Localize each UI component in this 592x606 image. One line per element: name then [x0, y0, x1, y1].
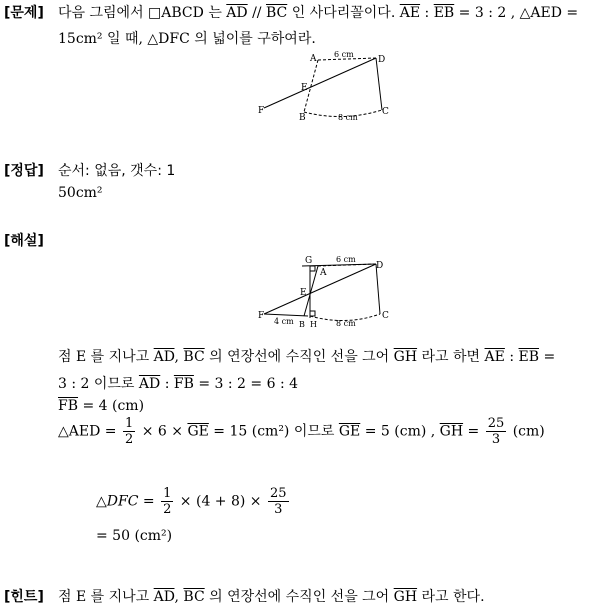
- label-c: C: [382, 107, 389, 117]
- calc-line-2: = 50 (cm²): [96, 528, 173, 544]
- label-f: F: [258, 106, 265, 116]
- calc-line-1: △DFC = $\frac{1}{2}$ × (4 + 8) × $\frac{25}{3}$: [96, 486, 287, 517]
- explanation-label: [해설]: [4, 233, 44, 249]
- answer-line-1: 순서: 없음, 갯수: 1: [58, 163, 176, 179]
- fig2-length-fb: 4 cm: [274, 317, 294, 326]
- label-a: A: [310, 54, 317, 64]
- fig2-label-a: A: [320, 268, 327, 278]
- fig2-label-c: C: [382, 311, 389, 321]
- fig2-length-top: 6 cm: [336, 255, 356, 264]
- explanation-line-3: $\overline{FB} = 4$ (cm): [58, 398, 145, 414]
- hint-line: 점 E 를 지나고 $\overline{AD}$, $\overline{BC}$ 의 연장선에 수직인 선을 그어 $\overline{GH}$ 라고 한다.: [58, 589, 485, 605]
- fig2-label-f: F: [258, 311, 265, 321]
- fig2-label-e: E: [300, 288, 307, 298]
- length-top: 6 cm: [334, 50, 354, 59]
- answer-label: [정답]: [4, 163, 44, 179]
- label-e: E: [301, 83, 308, 93]
- trapezoid-figure-2: [258, 252, 394, 330]
- fig2-label-b: B: [299, 320, 305, 329]
- segment-eb: $\overline{EB}$: [433, 5, 455, 21]
- segment-ae: $\overline{AE}$: [399, 5, 421, 21]
- fig2-label-h: H: [310, 320, 317, 329]
- segment-ad: $\overline{AD}$: [226, 5, 248, 21]
- fig2-length-bottom: 8 cm: [336, 319, 356, 328]
- fraction-25-3: $\frac{25}{3}$: [487, 416, 505, 447]
- fig2-label-g: G: [305, 256, 313, 266]
- problem-label: [문제]: [4, 5, 44, 21]
- problem-line-1: 다음 그림에서 □ABCD 는 $\overline{AD} // \overline{BC}$ 인 사다리꼴이다. $\overline{AE}$ : $\overline{EB} = 3$ : 2 , △AED =: [58, 5, 579, 21]
- fraction-half: $\frac{1}{2}$: [124, 416, 134, 447]
- trapezoid-figure-1: [258, 50, 390, 122]
- answer-line-2: 50cm²: [58, 185, 103, 201]
- problem-line-2: 15cm² 일 때, △DFC 의 넓이를 구하여라.: [58, 31, 316, 47]
- explanation-line-4: △AED = $\frac{1}{2}$ × $6 \times \overline{GE} = 15$ (cm²) 이므로 $\overline{GE} = 5$ (cm) , $\overline{GH}$ = $\frac{25}{3}$ (cm): [58, 416, 545, 447]
- explanation-line-1: 점 E 를 지나고 $\overline{AD}$, $\overline{BC}$ 의 연장선에 수직인 선을 그어 $\overline{GH}$ 라고 하면 $\overline{AE}$ : $\overline{EB}$ =: [58, 349, 556, 365]
- explanation-line-2: 3 : 2 이므로 $\overline{AD}$ : $\overline{FB} = 3$ : 2 = 6 : 4: [58, 376, 299, 392]
- fig2-label-d: D: [376, 261, 384, 271]
- segment-bc: $\overline{BC}$: [265, 5, 288, 21]
- hint-label: [힌트]: [4, 589, 44, 605]
- label-d: D: [378, 55, 386, 65]
- length-bottom: 8 cm: [338, 113, 358, 122]
- label-b: B: [299, 113, 306, 122]
